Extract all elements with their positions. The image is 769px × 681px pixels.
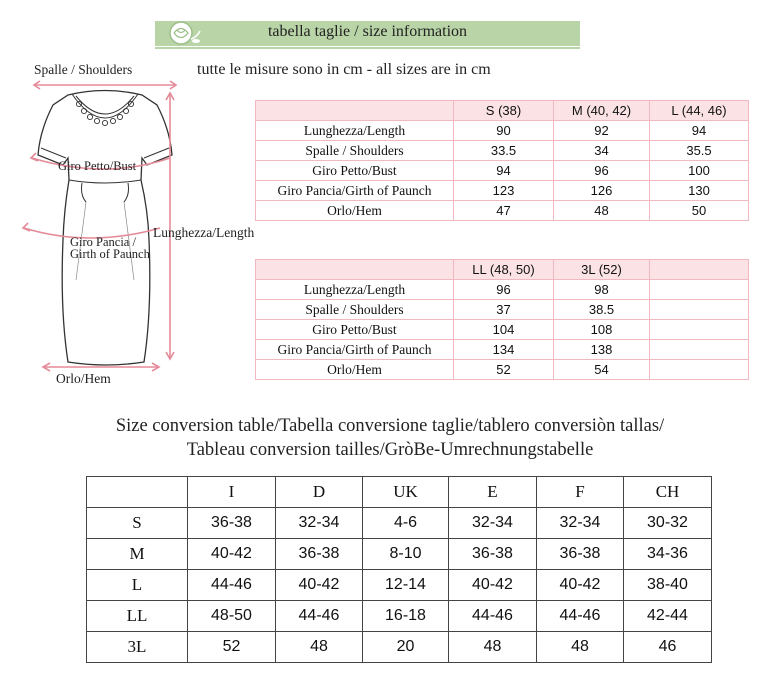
cell: 30-32 <box>624 508 712 539</box>
cell: 123 <box>454 181 554 201</box>
header-cell: D <box>276 477 363 508</box>
cell <box>650 300 749 320</box>
cell: 96 <box>554 161 650 181</box>
header-cell: UK <box>363 477 449 508</box>
cell: 48 <box>554 201 650 221</box>
cell: 44-46 <box>449 601 537 632</box>
table-row <box>256 340 749 360</box>
cell: 37 <box>454 300 554 320</box>
header-cell <box>256 101 454 121</box>
row-label: Orlo/Hem <box>256 201 454 221</box>
cell: 38-40 <box>624 570 712 601</box>
diagram-label-bust: Giro Petto/Bust <box>58 159 137 173</box>
table-row <box>256 320 749 340</box>
cell: 48 <box>276 632 363 663</box>
header-cell: M (40, 42) <box>554 101 650 121</box>
header-cell: L (44, 46) <box>650 101 749 121</box>
row-label: Giro Petto/Bust <box>256 320 454 340</box>
row-label: Spalle / Shoulders <box>256 300 454 320</box>
cell: 100 <box>650 161 749 181</box>
row-label: Orlo/Hem <box>256 360 454 380</box>
cell: 12-14 <box>363 570 449 601</box>
diagram-label-length: Lunghezza/Length <box>153 225 255 240</box>
cell: 138 <box>554 340 650 360</box>
row-label: LL <box>87 601 188 632</box>
cell: 32-34 <box>276 508 363 539</box>
header-cell: F <box>537 477 624 508</box>
cell: 36-38 <box>537 539 624 570</box>
cell: 40-42 <box>537 570 624 601</box>
cell: 46 <box>624 632 712 663</box>
cell: 44-46 <box>537 601 624 632</box>
cell: 40-42 <box>188 539 276 570</box>
row-label: 3L <box>87 632 188 663</box>
banner-underline <box>155 47 580 49</box>
cell: 47 <box>454 201 554 221</box>
cell: 126 <box>554 181 650 201</box>
table-row <box>256 121 749 141</box>
header-cell <box>87 477 188 508</box>
cell: 36-38 <box>276 539 363 570</box>
cell: 36-38 <box>188 508 276 539</box>
row-label: Lunghezza/Length <box>256 121 454 141</box>
header-cell <box>256 260 454 280</box>
cell: 94 <box>650 121 749 141</box>
banner-title: tabella taglie / size information <box>267 23 468 40</box>
table-row <box>256 181 749 201</box>
cell: 42-44 <box>624 601 712 632</box>
cell: 52 <box>454 360 554 380</box>
row-label: Giro Pancia/Girth of Paunch <box>256 181 454 201</box>
cell: 34 <box>554 141 650 161</box>
cell: 32-34 <box>449 508 537 539</box>
table-row <box>87 632 712 663</box>
row-label: M <box>87 539 188 570</box>
cell: 104 <box>454 320 554 340</box>
cell: 32-34 <box>537 508 624 539</box>
cell: 4-6 <box>363 508 449 539</box>
size-table-1-header <box>256 101 749 121</box>
row-label: Spalle / Shoulders <box>256 141 454 161</box>
cell: 44-46 <box>188 570 276 601</box>
cell: 34-36 <box>624 539 712 570</box>
header-cell: I <box>188 477 276 508</box>
conversion-title-line-2: Tableau conversion tailles/GròBe-Umrechnungstabelle <box>186 440 594 460</box>
cell: 98 <box>554 280 650 300</box>
diagram-label-hem: Orlo/Hem <box>56 371 111 386</box>
row-label: S <box>87 508 188 539</box>
table-row <box>87 570 712 601</box>
cell: 94 <box>454 161 554 181</box>
cell: 108 <box>554 320 650 340</box>
header-cell: LL (48, 50) <box>454 260 554 280</box>
table-row <box>256 141 749 161</box>
cell: 16-18 <box>363 601 449 632</box>
size-table-2 <box>255 259 749 380</box>
cell: 48 <box>449 632 537 663</box>
cell: 92 <box>554 121 650 141</box>
header-cell: S (38) <box>454 101 554 121</box>
size-table-2-header <box>256 260 749 280</box>
table-row <box>256 201 749 221</box>
table-row <box>87 508 712 539</box>
conversion-table <box>86 476 712 663</box>
cell: 40-42 <box>276 570 363 601</box>
title-banner <box>155 21 580 46</box>
size-table-1 <box>255 100 749 221</box>
conversion-title <box>40 414 740 462</box>
conversion-header-row <box>87 477 712 508</box>
row-label: Giro Petto/Bust <box>256 161 454 181</box>
cell: 134 <box>454 340 554 360</box>
cell <box>650 360 749 380</box>
cell <box>650 320 749 340</box>
table-row <box>256 300 749 320</box>
cell: 48-50 <box>188 601 276 632</box>
cell <box>650 340 749 360</box>
table-row <box>87 539 712 570</box>
table-row <box>256 280 749 300</box>
cell: 130 <box>650 181 749 201</box>
table-row <box>256 161 749 181</box>
diagram-label-shoulders: Spalle / Shoulders <box>34 62 133 77</box>
header-cell: E <box>449 477 537 508</box>
cell: 36-38 <box>449 539 537 570</box>
header-cell: CH <box>624 477 712 508</box>
cell: 48 <box>537 632 624 663</box>
cell: 54 <box>554 360 650 380</box>
cell: 44-46 <box>276 601 363 632</box>
header-cell <box>650 260 749 280</box>
row-label: Giro Pancia/Girth of Paunch <box>256 340 454 360</box>
row-label: Lunghezza/Length <box>256 280 454 300</box>
table-row <box>87 601 712 632</box>
cell: 90 <box>454 121 554 141</box>
cell: 35.5 <box>650 141 749 161</box>
cell <box>650 280 749 300</box>
cell: 96 <box>454 280 554 300</box>
cell: 50 <box>650 201 749 221</box>
cell: 52 <box>188 632 276 663</box>
cell: 8-10 <box>363 539 449 570</box>
header-cell: 3L (52) <box>554 260 650 280</box>
table-row <box>256 360 749 380</box>
cell: 20 <box>363 632 449 663</box>
row-label: L <box>87 570 188 601</box>
cell: 40-42 <box>449 570 537 601</box>
dress-outline <box>38 91 172 366</box>
conversion-title-line-1: Size conversion table/Tabella conversione taglie/tablero conversiòn tallas/ <box>115 416 665 436</box>
cell: 38.5 <box>554 300 650 320</box>
diagram-label-paunch-2: Girth of Paunch <box>70 247 150 261</box>
units-note: tutte le misure sono in cm - all sizes are in cm <box>197 61 491 78</box>
diagram-label-paunch-1: Giro Pancia / <box>70 235 136 249</box>
cell: 33.5 <box>454 141 554 161</box>
